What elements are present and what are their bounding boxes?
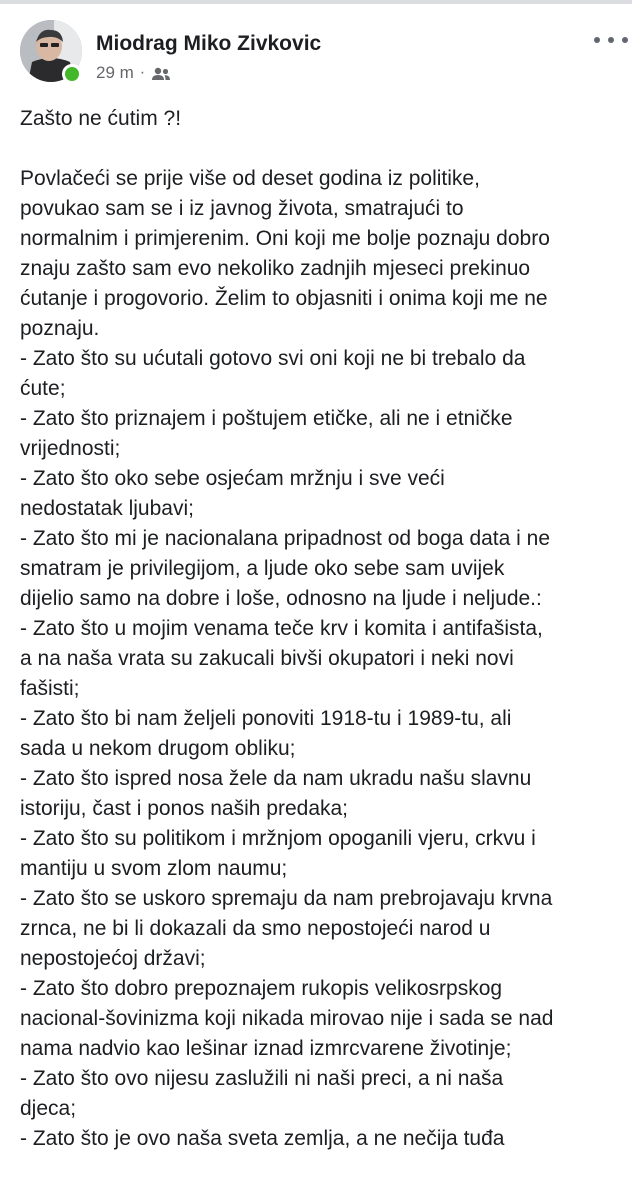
post-text-line: normalnim i primjerenim. Oni koji me bolje poznaju dobro <box>20 227 550 250</box>
post-text-line: mantiju u svom zlom naumu; <box>20 857 288 880</box>
post-text-line: - Zato što bi nam željeli ponoviti 1918-tu i 1989-tu, ali <box>20 707 512 730</box>
post-text-line: nedostatak ljubavi; <box>20 497 194 520</box>
meta-separator: · <box>139 64 146 81</box>
post-text-line: Povlačeći se prije više od deset godina iz politike, <box>20 167 480 190</box>
post-text-line: - Zato što priznajem i poštujem etičke, ali ne i etničke <box>20 407 513 430</box>
post-body <box>20 104 620 1154</box>
post-title: Zašto ne ćutim ?! <box>20 107 182 130</box>
post-text-line: nepostojećoj državi; <box>20 947 206 970</box>
friends-icon <box>151 66 171 80</box>
post-text-line: - Zato što oko sebe osjećam mržnju i sve veći <box>20 467 445 490</box>
post-text-line: a na naša vrata su zakucali bivši okupatori i neki novi <box>20 647 514 670</box>
post-timestamp[interactable]: 29 m <box>96 63 134 82</box>
post-text-line: zrnca, ne bi li dokazali da smo nepostojeći narod u <box>20 917 491 940</box>
paragraph-gap <box>20 134 620 164</box>
post-text-line: djeca; <box>20 1097 77 1120</box>
post-text-line: znaju zašto sam evo nekoliko zadnjih mjeseci prekinuo <box>20 257 531 280</box>
more-options-icon[interactable] <box>594 30 628 50</box>
post-text-line: ćutanje i progovorio. Želim to objasniti i onima koji me ne <box>20 287 548 310</box>
post-text-line: - Zato što su politikom i mržnjom opoganili vjeru, crkvu i <box>20 827 536 850</box>
post-text-line: - Zato što mi je nacionalana pripadnost od boga data i ne <box>20 527 551 550</box>
post-text-line: smatram je privilegijom, a ljude oko sebe sam uvijek <box>20 557 505 580</box>
author-name[interactable]: Miodrag Miko Zivkovic <box>96 32 322 55</box>
post-text-line: - Zato što se uskoro spremaju da nam prebrojavaju krvna <box>20 887 553 910</box>
post-text-line: - Zato što dobro prepoznajem rukopis velikosrpskog <box>20 977 503 1000</box>
post-text-line: vrijednosti; <box>20 437 121 460</box>
post-meta <box>96 63 171 83</box>
post-text-line: nacional-šovinizma koji nikada mirovao nije i sada se nad <box>20 1007 554 1030</box>
post-text-line: - Zato što ispred nosa žele da nam ukradu našu slavnu <box>20 767 532 790</box>
online-status-dot <box>62 64 82 84</box>
post-text-line: - Zato što ovo nijesu zaslužili ni naši preci, a ni naša <box>20 1067 504 1090</box>
post-text-line: dijelio samo na dobre i loše, odnosno na ljude i neljude.: <box>20 587 542 610</box>
post-text-line: fašisti; <box>20 677 80 700</box>
post-text-line: sada u nekom drugom obliku; <box>20 737 296 760</box>
post-text-line: istoriju, čast i ponos naših predaka; <box>20 797 349 820</box>
post-text-line: - Zato što je ovo naša sveta zemlja, a ne nečija tuđa <box>20 1127 505 1150</box>
post-text-lines <box>20 164 620 1154</box>
post-text-line: poznaju. <box>20 317 100 340</box>
post-text-line: - Zato što u mojim venama teče krv i komita i antifašista, <box>20 617 543 640</box>
post-text-line: povukao sam se i iz javnog života, smatrajući to <box>20 197 464 220</box>
post-header <box>20 20 620 86</box>
post-text-line: nama nadvio kao lešinar iznad izmrcvarene životinje; <box>20 1037 512 1060</box>
post-text-line: - Zato što su ućutali gotovo svi oni koji ne bi trebalo da <box>20 347 526 370</box>
post-text-line: ćute; <box>20 377 66 400</box>
